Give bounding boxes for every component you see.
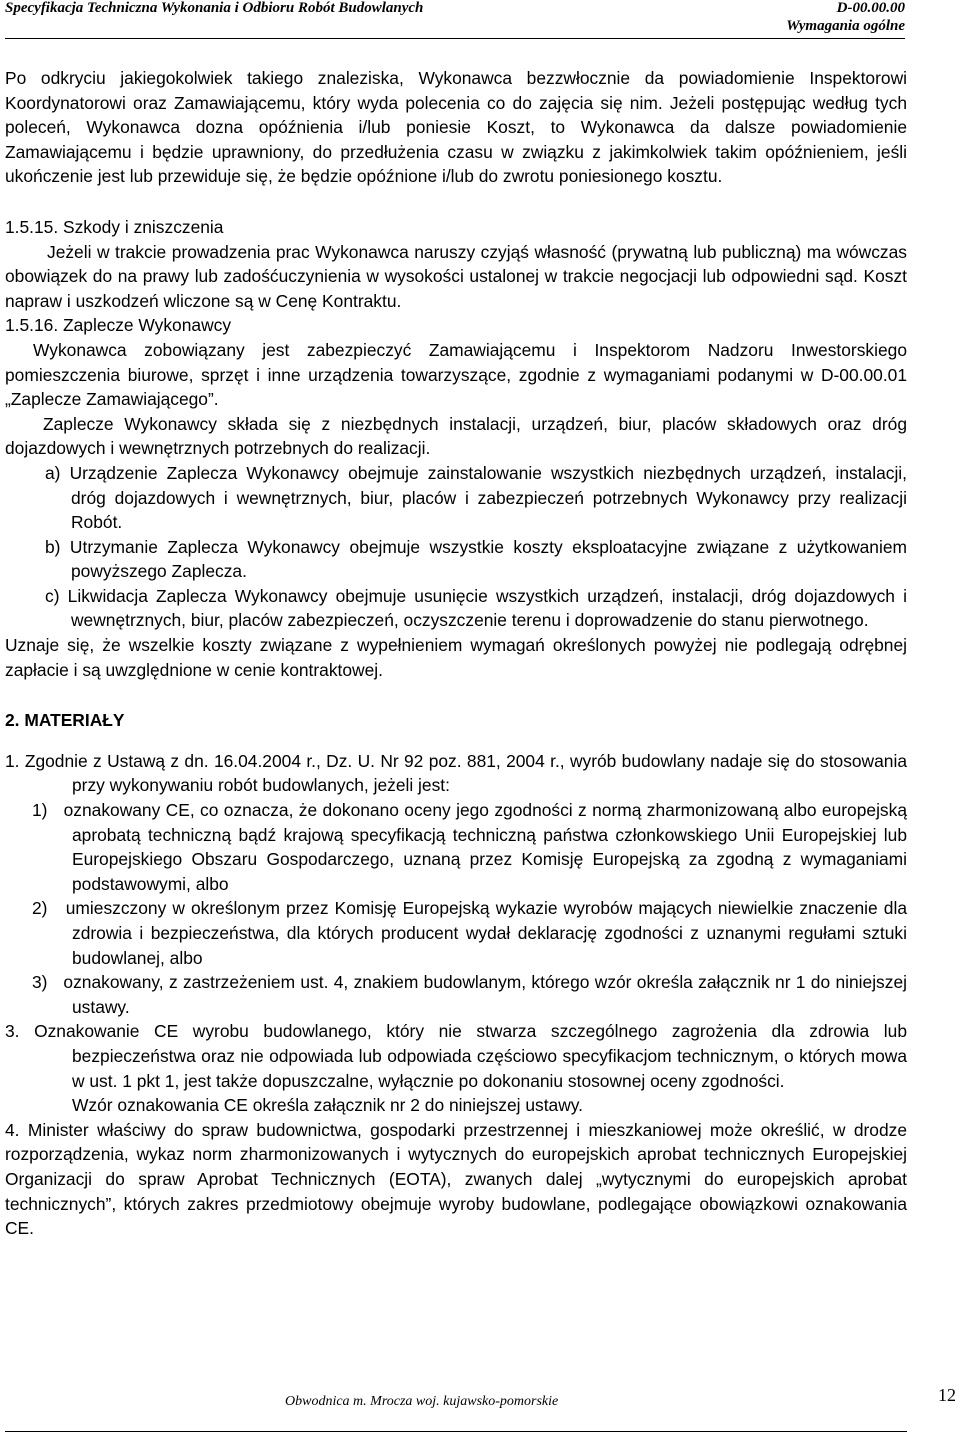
materials-subpoint-2: 2) umieszczony w określonym przez Komisję Europejską wykazie wyrobów mających niewielkie znaczenie dla zdrowia i bezpieczeństwa, dla których producent wydał deklarację zgodności z uznanymi regułami sztuki budowlanej, albo	[32, 898, 907, 968]
document-subtitle: Wymagania ogólne	[786, 18, 905, 34]
materials-point-3-note: Wzór oznakowania CE określa załącznik nr 2 do niniejszej ustawy.	[72, 1095, 583, 1116]
footer-rule	[5, 1431, 907, 1432]
list-item-b: b) Utrzymanie Zaplecza Wykonawcy obejmuje wszystkie koszty eksploatacyjne związane z użytkowaniem powyższego Zaplecza.	[45, 536, 907, 582]
header-rule	[5, 38, 905, 39]
section-2-heading: 2. MATERIAŁY	[5, 710, 125, 731]
document-code: D-00.00.00	[836, 0, 905, 16]
materials-point-1: 1. Zgodnie z Ustawą z dn. 16.04.2004 r., Dz. U. Nr 92 poz. 881, 2004 r., wyrób budowlany nadaje się do stosowania przy wykonywaniu robót budowlanych, jeżeli jest:	[5, 750, 907, 796]
page-footer: Obwodnica m. Mrocza woj. kujawsko-pomorskie	[285, 1394, 559, 1409]
page-header	[5, 0, 905, 38]
materials-subpoint-3: 3) oznakowany, z zastrzeżeniem ust. 4, znakiem budowlanym, którego wzór określa załącznik nr 1 do niniejszej ustawy.	[32, 972, 907, 1017]
document-body	[5, 66, 907, 1241]
section-1-5-16-paragraph: Wykonawca zobowiązany jest zabezpieczyć Zamawiającemu i Inspektorom Nadzoru Inwestorskiego pomieszczenia biurowe, sprzęt i inne urządzenia towarzyszące, zgodnie z wymaganiami podanymi w D-00.00.01 „Zaplecze Zamawiającego”.	[5, 339, 907, 410]
section-1-5-16-heading: 1.5.16. Zaplecze Wykonawcy	[5, 315, 232, 336]
page-number: 12	[938, 1385, 956, 1405]
list-item-c: c) Likwidacja Zaplecza Wykonawcy obejmuje usunięcie wszystkich urządzeń, instalacji, dróg dojazdowych i wewnętrznych, biur, placów zabezpieczeń, oczyszczenie terenu i doprowadzenie do stanu pierwotnego.	[45, 585, 907, 631]
section-1-5-16-paragraph: Zaplecze Wykonawcy składa się z niezbędnych instalacji, urządzeń, biur, placów składowych oraz dróg dojazdowych i wewnętrznych potrzebnych do realizacji.	[5, 413, 907, 459]
materials-point-3: 3. Oznakowanie CE wyrobu budowlanego, który nie stwarza szczególnego zagrożenia dla zdrowia lub bezpieczeństwa oraz nie odpowiada lub odpowiada częściowo specyfikacjom technicznym, o których mowa w ust. 1 pkt 1, jest także dopuszczalne, wyłącznie po dokonaniu stosownej oceny zgodności.	[5, 1021, 907, 1091]
materials-subpoint-1: 1) oznakowany CE, co oznacza, że dokonano oceny jego zgodności z normą zharmonizowaną albo europejską aprobatą techniczną bądź krajową specyfikacją techniczną państwa członkowskiego Unii Europejskiej lub Europejskiego Obszaru Gospodarczego, uznaną przez Komisję Europejską za zgodną z wymaganiami podstawowymi, albo	[32, 800, 907, 894]
paragraph-discovery: Po odkryciu jakiegokolwiek takiego znaleziska, Wykonawca bezzwłocznie da powiadomienie Inspektorowi Koordynatorowi oraz Zamawiającemu, który wyda polecenia co do zajęcia się nim. Jeżeli postępując według tych poleceń, Wykonawca dozna opóźnienia i/lub poniesie Koszt, to Wykonawca da dalsze powiadomienie Zamawiającemu i będzie uprawniony, do przedłużenia czasu w związku z jakimkolwiek takim opóźnieniem, jeśli ukończenie jest lub przewiduje się, że będzie opóźnione i/lub do zwrotu poniesionego kosztu.	[5, 68, 907, 187]
section-1-5-15-text: Jeżeli w trakcie prowadzenia prac Wykonawca naruszy czyjąś własność (prywatną lub publiczną) ma wówczas obowiązek do na prawy lub zadośćuczynienia w wysokości ustalonej w trakcie negocjacji lub odpowiedni sąd. Koszt napraw i uszkodzeń wliczone są w Cenę Kontraktu.	[5, 241, 907, 311]
section-1-5-16-closing: Uznaje się, że wszelkie koszty związane z wypełnieniem wymagań określonych powyżej nie podlegają odrębnej zapłacie i są uwzględnione w cenie kontraktowej.	[5, 635, 907, 680]
section-1-5-15-heading: 1.5.15. Szkody i zniszczenia	[5, 216, 224, 237]
document-title: Specyfikacja Techniczna Wykonania i Odbioru Robót Budowlanych	[5, 0, 424, 16]
materials-point-4: 4. Minister właściwy do spraw budownictwa, gospodarki przestrzennej i mieszkaniowej może określić, w drodze rozporządzenia, wykaz norm zharmonizowanych i wytycznych do europejskich aprobat technicznych Europejskiej Organizacji do spraw Aprobat Technicznych (EOTA), zwanych dalej „wytycznymi do europejskich aprobat technicznych”, których zakres przedmiotowy obejmuje wyroby budowlane, podlegające obowiązkowi oznakowania CE.	[5, 1119, 907, 1239]
list-item-a: a) Urządzenie Zaplecza Wykonawcy obejmuje zainstalowanie wszystkich niezbędnych urządzeń, instalacji, dróg dojazdowych i wewnętrznych, biur, placów i zabezpieczeń potrzebnych Wykonawcy przy realizacji Robót.	[45, 462, 907, 533]
